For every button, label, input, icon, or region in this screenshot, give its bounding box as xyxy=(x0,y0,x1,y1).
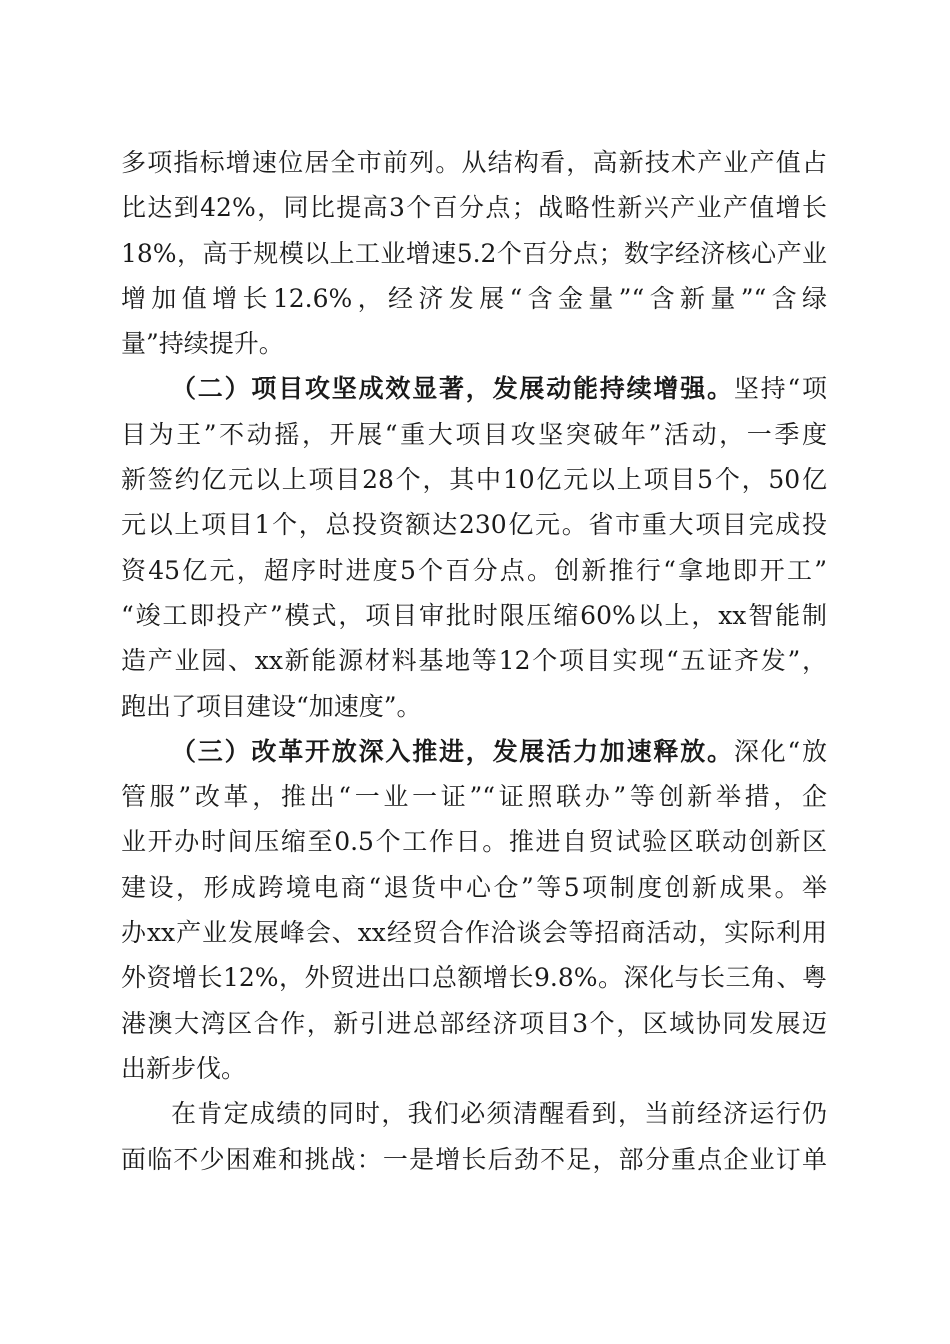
text-line: 建设，形成跨境电商“退货中心仓”等5项制度创新成果。举 xyxy=(121,872,827,902)
text-line: 18%，高于规模以上工业增速5.2个百分点；数字经济核心产业 xyxy=(121,238,827,268)
text-span: 深化“放 xyxy=(733,736,827,766)
paragraph-4 xyxy=(121,1091,827,1182)
text-line: 在肯定成绩的同时，我们必须清醒看到，当前经济运行仍 xyxy=(171,1099,827,1129)
text-line: 办xx产业发展峰会、xx经贸合作洽谈会等招商活动，实际利用 xyxy=(121,918,827,948)
text-line: 量”持续提升。 xyxy=(121,329,284,359)
text-line: 出新步伐。 xyxy=(121,1053,247,1083)
text-line: 资45亿元，超序时进度5个百分点。创新推行“拿地即开工” xyxy=(121,555,827,585)
section-heading: （三）改革开放深入推进，发展活力加速释放。 xyxy=(171,736,734,766)
text-line: 元以上项目1个，总投资额达230亿元。省市重大项目完成投 xyxy=(121,510,827,540)
text-line: 增加值增长12.6%，经济发展“含金量”“含新量”“含绿 xyxy=(121,283,827,313)
heading-line xyxy=(121,366,827,411)
section-heading: （二）项目攻坚成效显著，发展动能持续增强。 xyxy=(171,374,734,404)
text-line: “竣工即投产”模式，项目审批时限压缩60%以上，xx智能制 xyxy=(121,600,827,630)
text-line: 管服”改革，推出“一业一证”“证照联办”等创新举措，企 xyxy=(121,782,827,812)
text-line: 面临不少困难和挑战：一是增长后劲不足，部分重点企业订单 xyxy=(121,1144,827,1174)
document-body xyxy=(121,140,827,1182)
text-line: 业开办时间压缩至0.5个工作日。推进自贸试验区联动创新区 xyxy=(121,827,827,857)
paragraph-1 xyxy=(121,140,827,366)
text-line: 跑出了项目建设“加速度”。 xyxy=(121,691,422,721)
paragraph-3 xyxy=(121,729,827,1091)
text-line: 目为王”不动摇，开展“重大项目攻坚突破年”活动，一季度 xyxy=(121,419,827,449)
paragraph-2 xyxy=(121,366,827,728)
heading-line xyxy=(121,729,827,774)
text-line: 外资增长12%，外贸进出口总额增长9.8%。深化与长三角、粤 xyxy=(121,963,827,993)
text-line: 多项指标增速位居全市前列。从结构看，高新技术产业产值占 xyxy=(121,148,827,177)
text-line: 造产业园、xx新能源材料基地等12个项目实现“五证齐发”， xyxy=(121,646,827,676)
text-line: 比达到42%，同比提高3个百分点；战略性新兴产业产值增长 xyxy=(121,193,827,223)
text-line: 港澳大湾区合作，新引进总部经济项目3个，区域协同发展迈 xyxy=(121,1008,827,1038)
text-span: 坚持“项 xyxy=(733,374,827,404)
text-line: 新签约亿元以上项目28个，其中10亿元以上项目5个，50亿 xyxy=(121,465,827,495)
